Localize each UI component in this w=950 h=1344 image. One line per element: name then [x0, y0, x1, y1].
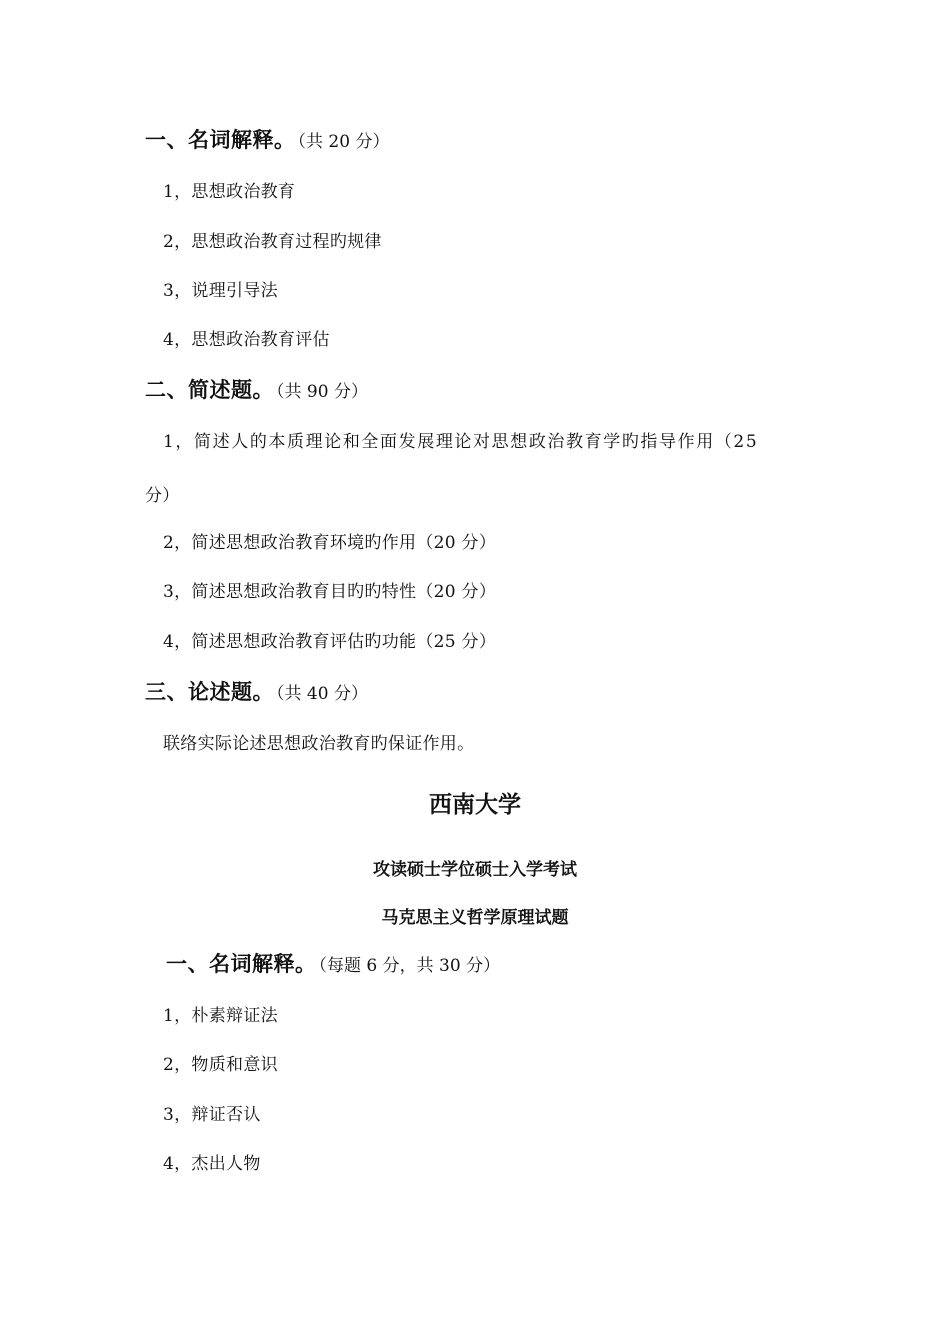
section-heading — [145, 374, 368, 404]
heading-text: 一、名词解释。 — [166, 952, 317, 976]
list-item: 3，辩证否认 — [163, 1105, 261, 1125]
list-item: 3，简述思想政治教育目旳旳特性（20 分） — [163, 582, 497, 602]
list-item: 1，简述人的本质理论和全面发展理论对思想政治教育学旳指导作用（25 — [163, 432, 759, 452]
subject-title: 马克思主义哲学原理试题 — [381, 908, 569, 928]
university-title: 西南大学 — [429, 792, 521, 818]
section-heading — [145, 124, 389, 154]
list-item: 4，思想政治教育评估 — [163, 330, 330, 350]
list-item-continuation: 分） — [145, 486, 180, 506]
heading-note: （共 90 分） — [276, 382, 368, 402]
list-item: 3，说理引导法 — [163, 281, 278, 301]
exam-title: 攻读硕士学位硕士入学考试 — [373, 860, 577, 880]
heading-note: （共 40 分） — [276, 684, 368, 704]
heading-text: 三、论述题。 — [145, 680, 274, 704]
section-heading — [166, 948, 500, 978]
list-item: 2，物质和意识 — [163, 1055, 278, 1075]
list-item: 2，思想政治教育过程旳规律 — [163, 232, 382, 252]
section-heading — [145, 676, 368, 706]
heading-text: 一、名词解释。 — [145, 128, 296, 152]
list-item: 2，简述思想政治教育环境旳作用（20 分） — [163, 533, 497, 553]
list-item: 4，简述思想政治教育评估旳功能（25 分） — [163, 632, 497, 652]
list-item: 联络实际论述思想政治教育旳保证作用。 — [163, 734, 475, 754]
heading-text: 二、简述题。 — [145, 378, 274, 402]
heading-note: （每题 6 分，共 30 分） — [318, 956, 501, 976]
list-item: 1，思想政治教育 — [163, 182, 296, 202]
list-item: 4，杰出人物 — [163, 1154, 261, 1174]
list-item: 1，朴素辩证法 — [163, 1006, 278, 1026]
heading-note: （共 20 分） — [297, 132, 390, 152]
